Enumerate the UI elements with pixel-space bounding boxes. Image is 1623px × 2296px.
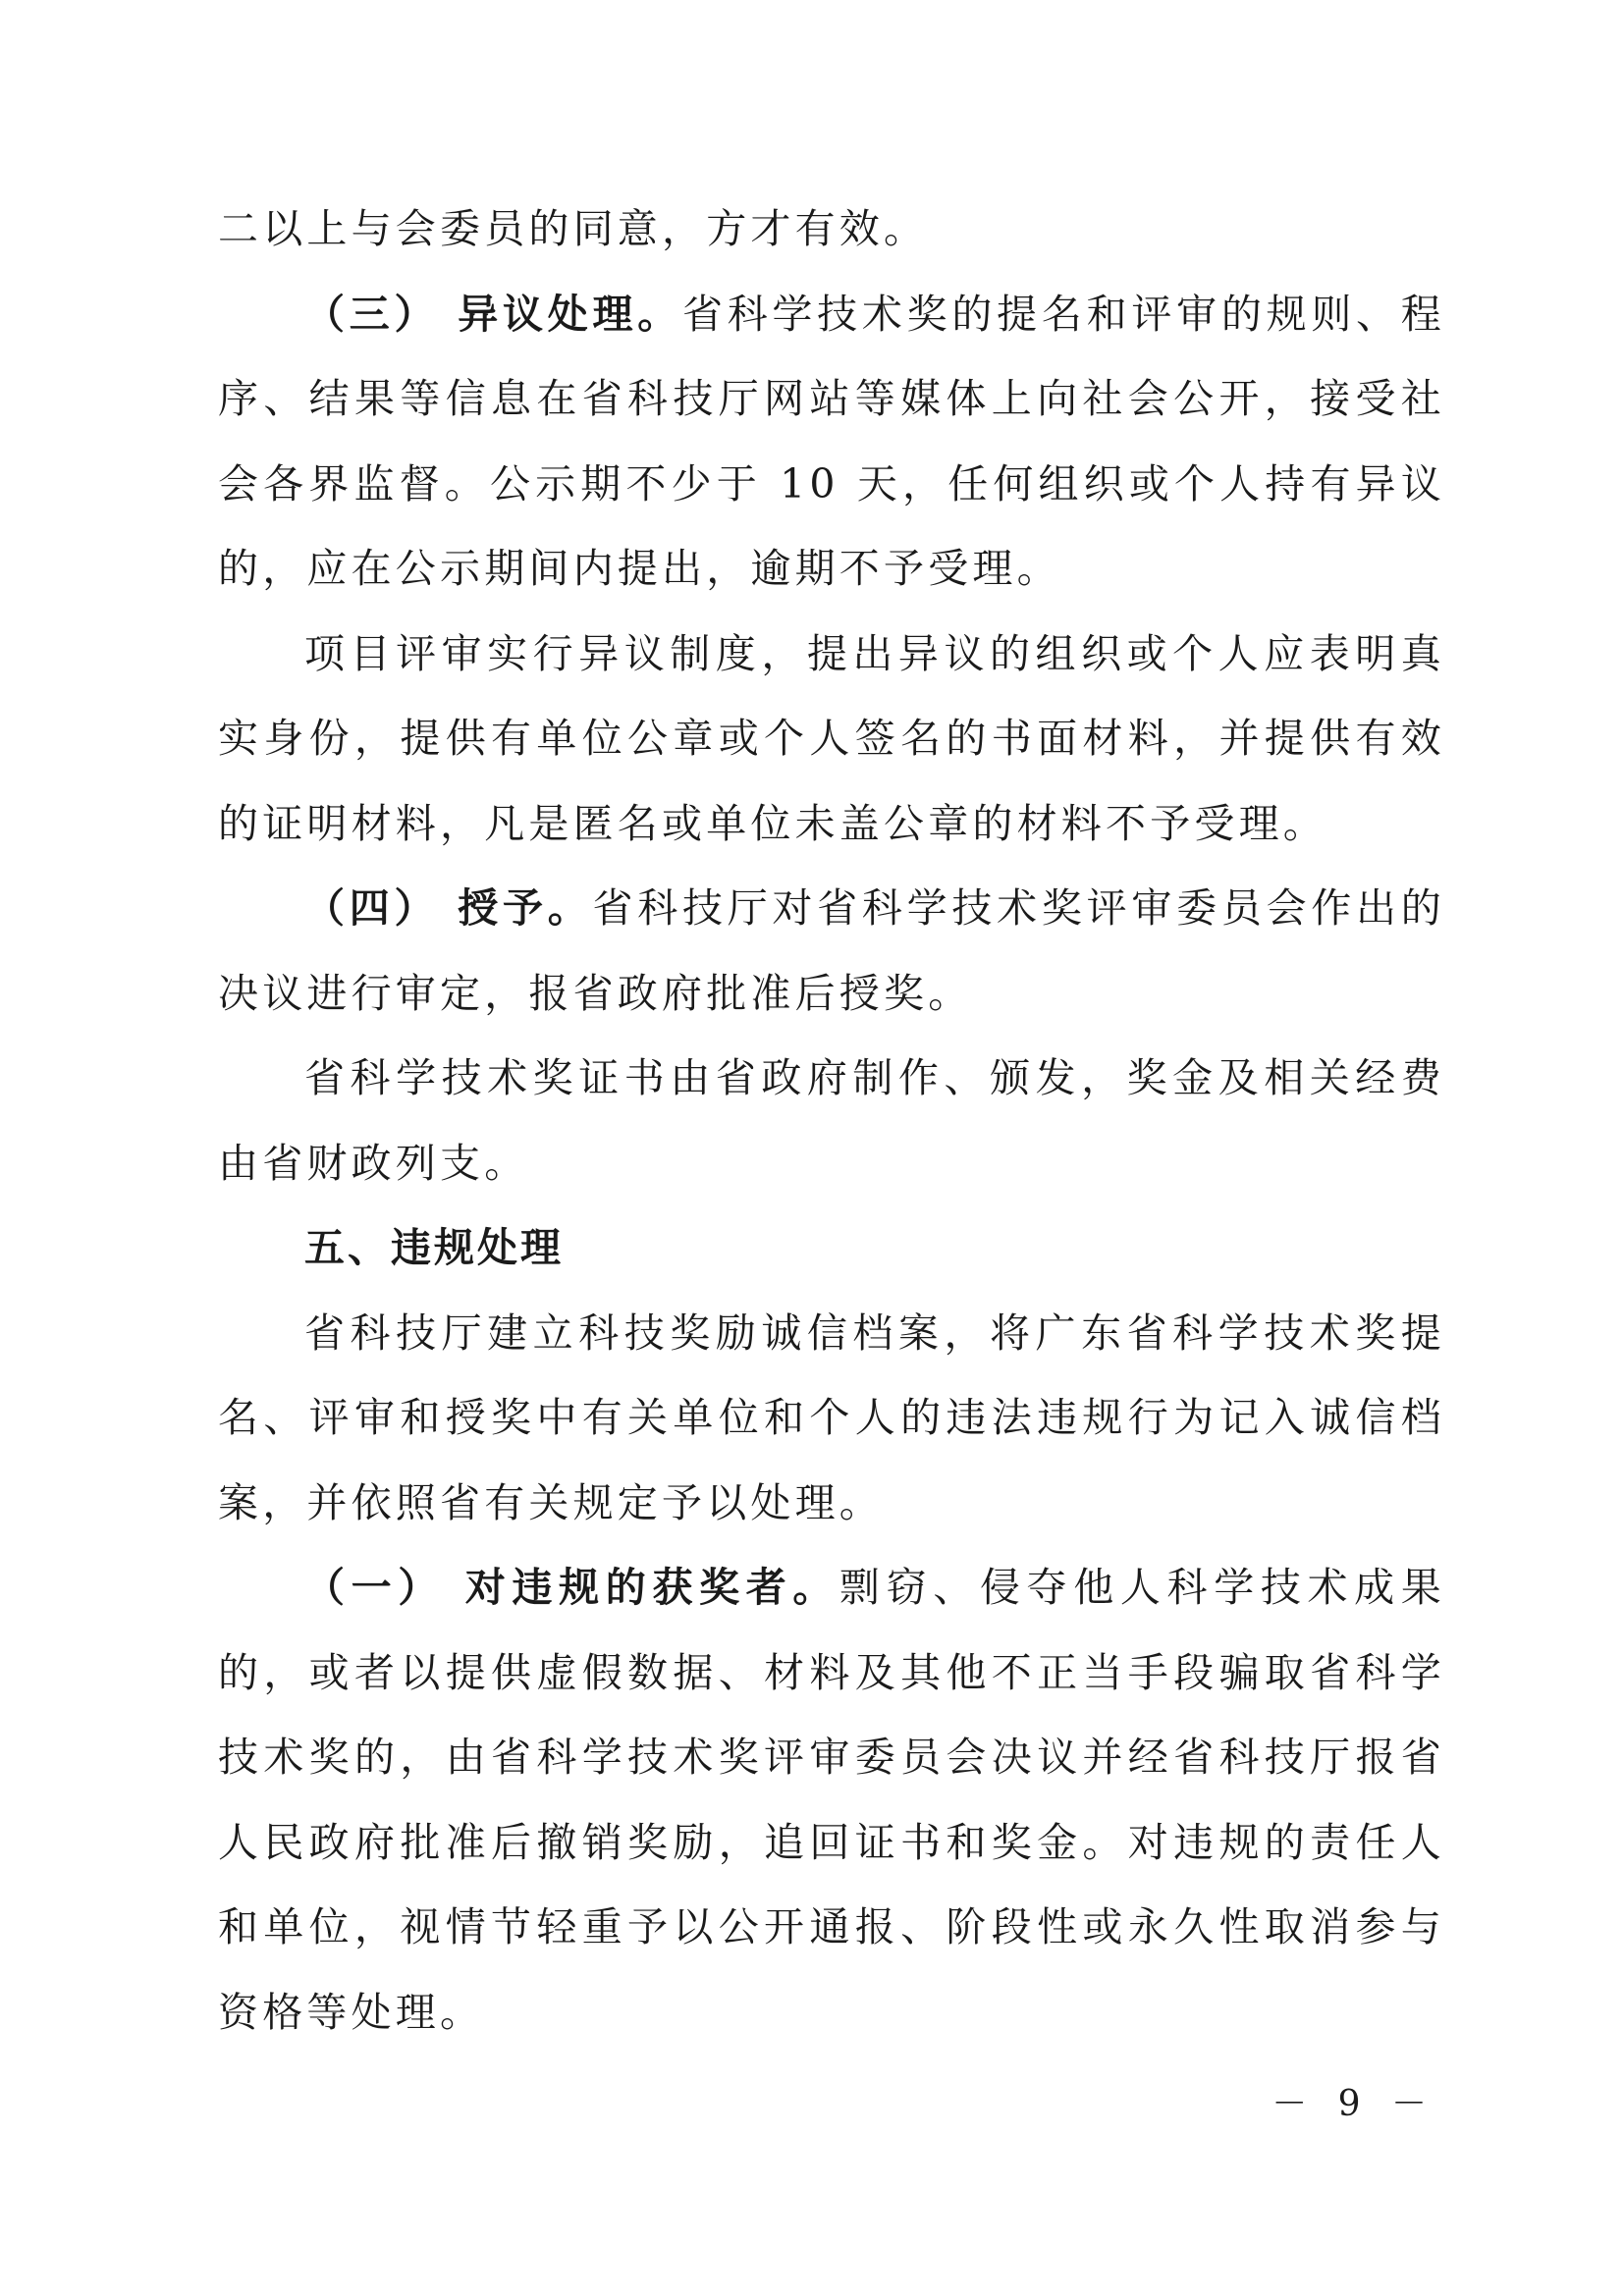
paragraph-violating-winners xyxy=(218,1545,1445,2055)
paragraph-lead-violating-winners: （一） 对违规的获奖者。 xyxy=(304,1564,840,1611)
paragraph-lead-objection: （三） 异议处理。 xyxy=(304,290,682,338)
paragraph-text: 省科技厅建立科技奖励诚信档案，将广东省科学技术奖提名、评审和授奖中有关单位和个人的违法违规行为记入诚信档案，并依照省有关规定予以处理。 xyxy=(218,1308,1445,1526)
paragraph-objection-system xyxy=(218,612,1445,867)
paragraph-certificate xyxy=(218,1036,1445,1205)
page-number: － 9 － xyxy=(1271,2084,1436,2124)
document-page xyxy=(218,187,1445,2055)
paragraph-objection-handling xyxy=(218,272,1445,612)
paragraph-text: 省科学技术奖的提名和评审的规则、程序、结果等信息在省科技厅网站等媒体上向社会公开，接受社会各界监督。公示期不少于 10 天，任何组织或个人持有异议的，应在公示期间内提出，逾期不予受理。 xyxy=(218,290,1446,592)
paragraph-text: 剽窃、侵夺他人科学技术成果的，或者以提供虚假数据、材料及其他不正当手段骗取省科学技术奖的，由省科学技术奖评审委员会决议并经省科技厅报省人民政府批准后撤销奖励，追回证书和奖金。对违规的责任人和单位，视情节轻重予以公开通报、阶段性或永久性取消参与资格等处理。 xyxy=(218,1564,1445,2036)
section-heading-violations: 五、违规处理 xyxy=(304,1224,564,1271)
paragraph-text: 二以上与会委员的同意，方才有效。 xyxy=(218,205,929,252)
paragraph-text: 省科学技术奖证书由省政府制作、颁发，奖金及相关经费由省财政列支。 xyxy=(218,1054,1445,1187)
paragraph-continuation xyxy=(218,187,1445,272)
paragraph-integrity-archive xyxy=(218,1291,1445,1546)
paragraph-awarding xyxy=(218,866,1445,1036)
paragraph-lead-awarding: （四） 授予。 xyxy=(304,884,593,932)
paragraph-text: 项目评审实行异议制度，提出异议的组织或个人应表明真实身份，提供有单位公章或个人签名的书面材料，并提供有效的证明材料，凡是匿名或单位未盖公章的材料不予受理。 xyxy=(218,629,1445,847)
paragraph-text: 省科技厅对省科学技术奖评审委员会作出的决议进行审定，报省政府批准后授奖。 xyxy=(218,884,1445,1017)
